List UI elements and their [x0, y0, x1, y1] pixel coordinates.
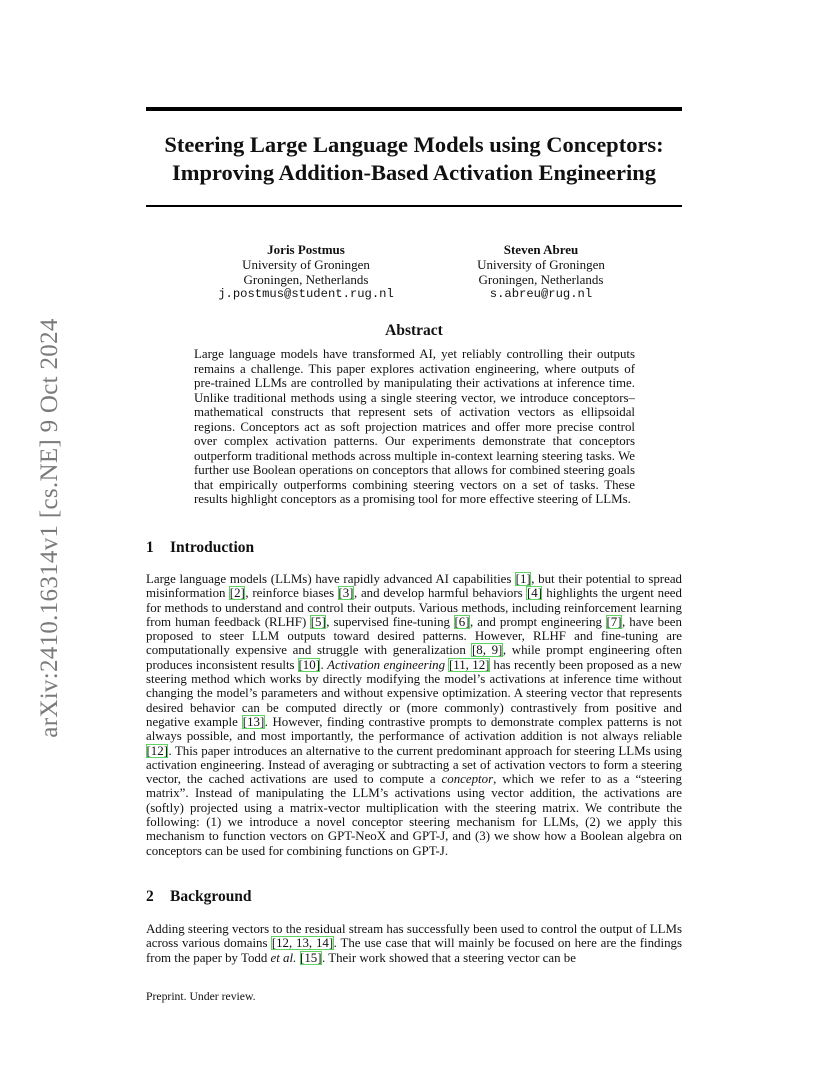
citation-link[interactable]: [1] — [515, 572, 531, 586]
body-text: , supervised fine-tuning — [326, 614, 454, 629]
section-number: 2 — [146, 888, 154, 905]
body-text: has recently been proposed as a new steering method which works by directly modifying the model’s activations at inference time without changing the model’s parameters and without expensive optimization. A steering vector that represents desired behavior can be computed directly or (more commonly) contrastively from positive and negative example — [146, 657, 682, 729]
abstract-heading: Abstract — [385, 322, 443, 339]
body-text: . This paper introduces an alternative to the current predominant approach for steering LLMs using activation engineering. Instead of averaging or subtracting a set of activation vectors to form a steering vector, the cached activations are used to compute a — [146, 743, 682, 787]
citation-link[interactable]: [6] — [454, 614, 470, 629]
title-rule-top — [146, 107, 682, 111]
arxiv-identifier: arXiv:2410.16314v1 [cs.NE] 9 Oct 2024 — [36, 318, 63, 738]
citation-link[interactable]: [3] — [338, 586, 354, 601]
emphasis-text: Activation engineering — [327, 657, 446, 672]
section-title: Background — [170, 888, 252, 905]
citation-link[interactable]: [10] — [298, 657, 320, 672]
title-rule-bottom — [146, 205, 682, 207]
citation-link[interactable]: [13] — [242, 714, 265, 729]
author-name: Joris Postmus — [267, 242, 345, 257]
author-email[interactable]: s.abreu@rug.nl — [489, 287, 593, 302]
preprint-footer: Preprint. Under review. — [146, 990, 256, 1003]
background-paragraph — [146, 922, 682, 965]
section-title: Introduction — [170, 539, 255, 556]
body-text: Adding steering vectors to the residual stream has successfully been used to control the output of LLMs across various domains — [146, 922, 682, 951]
citation-link[interactable]: [7] — [606, 614, 622, 629]
citation-link[interactable]: [5] — [310, 614, 326, 629]
author-affiliation: University of Groningen — [477, 256, 605, 272]
body-text: , and develop harmful behaviors — [353, 586, 527, 601]
citation-link[interactable]: [12] — [146, 743, 168, 758]
body-text: , reinforce biases — [245, 586, 338, 601]
body-text: highlights the urgent need for methods to understand and control their outputs. Various methods, including reinforcement learning from human feedback (RLHF) — [146, 586, 682, 629]
body-text: Large language models (LLMs) have rapidly advanced AI capabilities — [146, 572, 516, 586]
citation-link[interactable]: [15] — [300, 950, 322, 965]
author-location: Groningen, Netherlands — [478, 271, 604, 287]
title-line-1: Steering Large Language Models using Conceptors: — [164, 132, 664, 157]
author-name: Steven Abreu — [503, 242, 579, 257]
author-block-2 — [426, 243, 656, 302]
abstract-body: Large language models have transformed AI, yet reliably controlling their outputs remains a challenge. This paper explores activation engineering, where outputs of pre-trained LLMs are controlled by manipulating their activations at inference time. Unlike traditional methods using a single steering vector, we introduce conceptors–mathematical constructs that represent sets of activation vectors as ellipsoidal regions. Conceptors act as soft projection matrices and offer more precise control over complex activation patterns. Our experiments demonstrate that conceptors outperform traditional methods across multiple in-context learning steering tasks. We further use Boolean operations on conceptors that allows for combined steering goals that empirically outperforms combining steering vectors on a set of tasks. These results highlight conceptors as a promising tool for more effective steering of LLMs. — [194, 347, 635, 506]
emphasis-text: conceptor — [441, 772, 494, 787]
author-location: Groningen, Netherlands — [243, 271, 369, 287]
body-text: . — [320, 657, 328, 672]
body-text: . Their work showed that a steering vector can be — [322, 950, 576, 965]
body-text: , and prompt engineering — [470, 614, 607, 629]
body-text: , while prompt engineering often produces inconsistent results — [146, 643, 683, 672]
author-block-1 — [191, 243, 421, 302]
author-email[interactable]: j.postmus@student.rug.nl — [218, 287, 394, 302]
citation-link[interactable]: [8, 9] — [471, 643, 503, 658]
body-text: . However, finding contrastive prompts to demonstrate complex patterns is not always possible, and most importantly, the performance of activation addition is not always reliable — [146, 714, 682, 744]
emphasis-text: et al. — [270, 950, 297, 965]
body-text: , which we refer to as a “steering matrix”. Instead of manipulating the LLM’s activations using vector addition, the activations are (softly) projected using a matrix-vector multiplication with the steering matrix. We contribute the following: (1) we introduce a novel conceptor steering mechanism for LLMs, (2) we apply this mechanism to function vectors on GPT-NeoX and GPT-J, and (3) we show how a Boolean algebra on conceptors can be used for combining functions on GPT-J. — [146, 772, 682, 858]
citation-link[interactable]: [12, 13, 14] — [271, 936, 334, 951]
body-text: , have been proposed to steer LLM outputs toward desired patterns. However, RLHF and fine-tuning are computationally expensive and struggle with generalization — [146, 614, 682, 658]
citation-link[interactable]: [4] — [526, 586, 542, 601]
section-number: 1 — [146, 539, 154, 556]
body-text: , but their potential to spread misinformation — [146, 572, 682, 601]
title-line-2: Improving Addition-Based Activation Engineering — [171, 160, 657, 185]
citation-link[interactable]: [2] — [229, 586, 245, 601]
author-affiliation: University of Groningen — [242, 256, 370, 272]
paper-title — [146, 131, 682, 187]
citation-link[interactable]: [11, 12] — [448, 657, 490, 672]
section-heading-introduction — [146, 539, 254, 557]
introduction-paragraph — [146, 572, 682, 858]
body-text: . The use case that will mainly be focused on here are the findings from the paper by Todd — [146, 936, 682, 965]
section-heading-background — [146, 888, 252, 906]
